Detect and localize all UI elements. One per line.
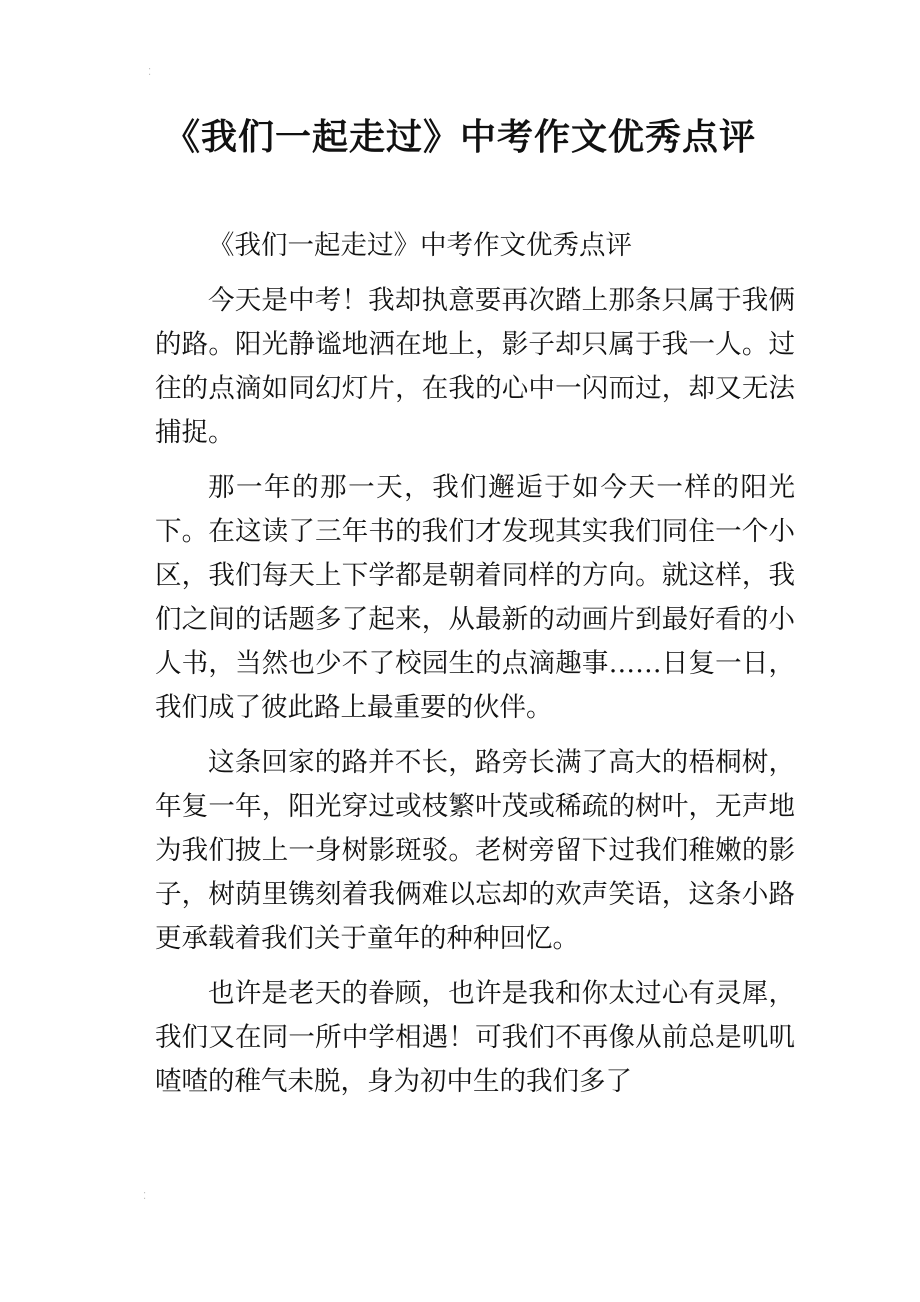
corner-crop-mark: ⁚ <box>143 1191 147 1202</box>
paragraph: 今天是中考！我却执意要再次踏上那条只属于我俩的路。阳光静谧地洒在地上，影子却只属于我一人。过往的点滴如同幻灯片，在我的心中一闪而过，却又无法捕捉。 <box>155 285 795 448</box>
paragraph: 这条回家的路并不长，路旁长满了高大的梧桐树，年复一年，阳光穿过或枝繁叶茂或稀疏的树叶，无声地为我们披上一身树影斑驳。老树旁留下过我们稚嫩的影子，树荫里镌刻着我俩难以忘却的欢声笑语，这条小路更承载着我们关于童年的种种回忆。 <box>155 747 795 954</box>
document-title: 《我们一起走过》中考作文优秀点评 <box>163 117 756 158</box>
paragraph-subtitle: 《我们一起走过》中考作文优秀点评 <box>208 230 632 261</box>
document-body <box>155 224 795 1115</box>
paragraph: 那一年的那一天，我们邂逅于如今天一样的阳光下。在这读了三年书的我们才发现其实我们同住一个小区，我们每天上下学都是朝着同样的方向。就这样，我们之间的话题多了起来，从最新的动画片到最好看的小人书，当然也少不了校园生的点滴趣事……日复一日，我们成了彼此路上最重要的伙伴。 <box>155 472 795 723</box>
paragraph: 也许是老天的眷顾，也许是我和你太过心有灵犀，我们又在同一所中学相遇！可我们不再像从前总是叽叽喳喳的稚气未脱，身为初中生的我们多了 <box>155 978 795 1097</box>
corner-crop-mark: ⁚ <box>148 67 152 78</box>
